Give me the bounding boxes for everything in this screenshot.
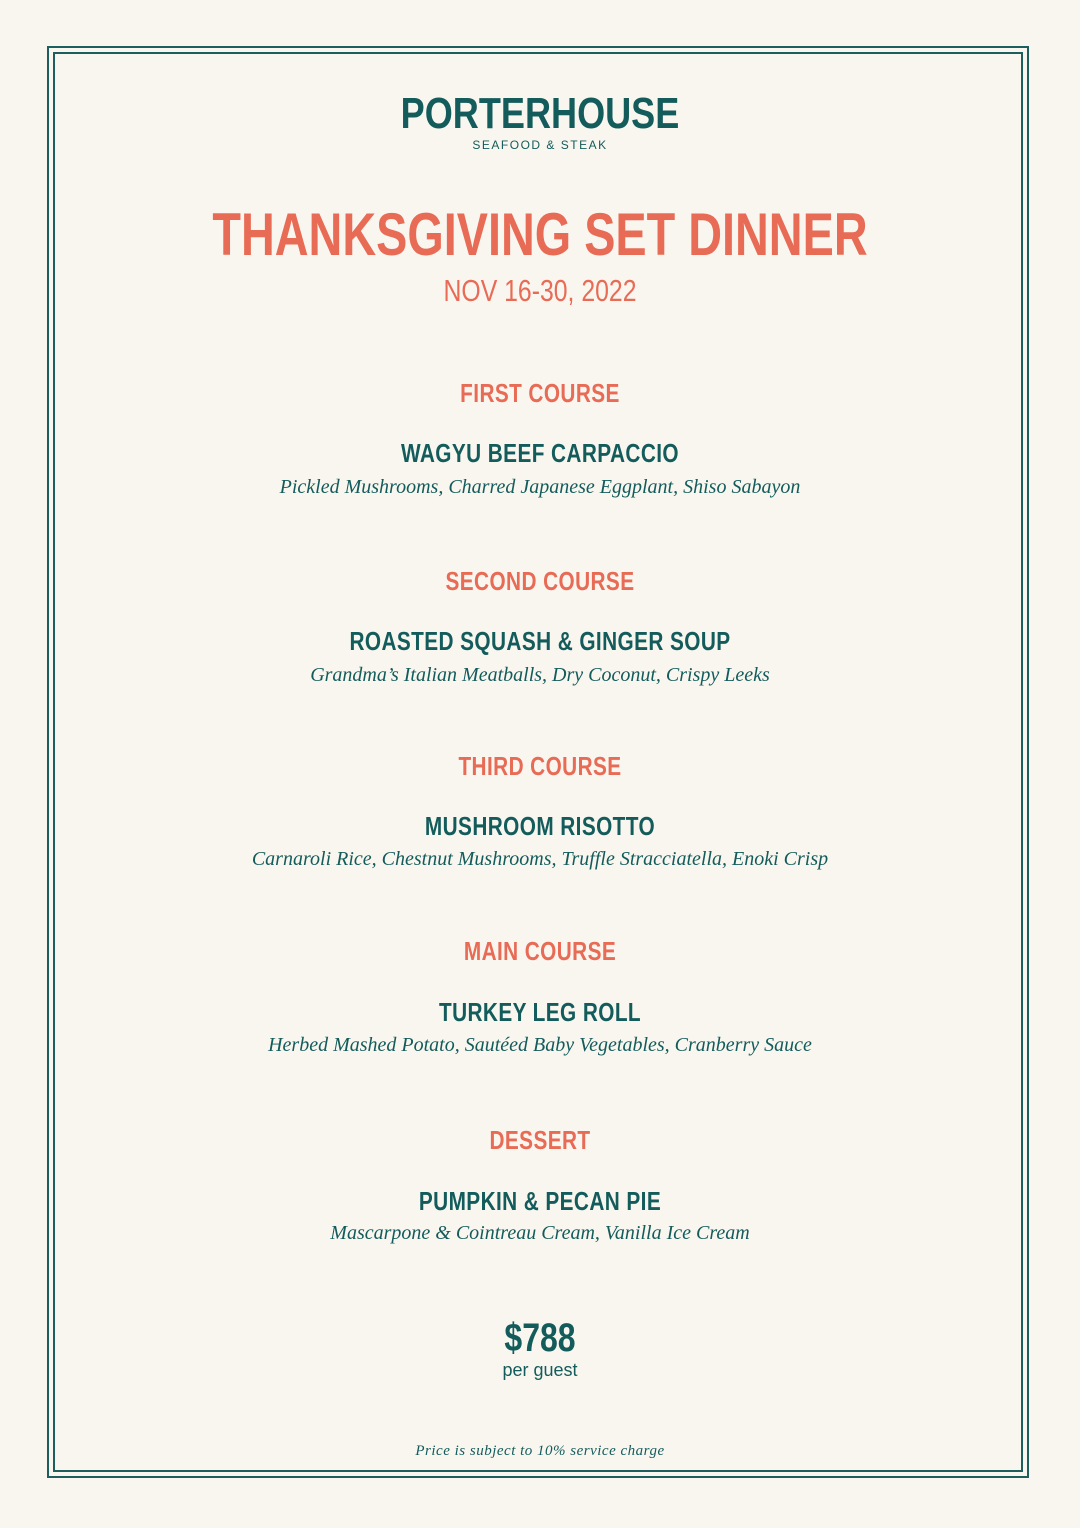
brand-tagline: SEAFOOD & STEAK bbox=[472, 138, 608, 152]
dish-name: WAGYU BEEF CARPACCIO bbox=[400, 438, 680, 468]
dish-description: Pickled Mushrooms, Charred Japanese Eggplant, Shiso Sabayon bbox=[279, 476, 801, 498]
dish-description: Carnaroli Rice, Chestnut Mushrooms, Truffle Stracciatella, Enoki Crisp bbox=[251, 848, 829, 870]
menu-title: THANKSGIVING SET DINNER bbox=[212, 201, 868, 268]
dish-name: PUMPKIN & PECAN PIE bbox=[418, 1186, 662, 1216]
course-label: MAIN COURSE bbox=[463, 936, 617, 966]
dish-description: Mascarpone & Cointreau Cream, Vanilla Ice Cream bbox=[330, 1222, 750, 1244]
course-label: FIRST COURSE bbox=[460, 378, 620, 408]
course-label: SECOND COURSE bbox=[445, 566, 635, 596]
menu-price: $788 bbox=[504, 1316, 576, 1360]
dish-name: ROASTED SQUASH & GINGER SOUP bbox=[349, 626, 731, 656]
dish-description: Herbed Mashed Potato, Sautéed Baby Vegetables, Cranberry Sauce bbox=[268, 1034, 812, 1056]
service-charge-note: Price is subject to 10% service charge bbox=[415, 1443, 665, 1459]
menu-dates: NOV 16-30, 2022 bbox=[443, 273, 637, 308]
course-label: DESSERT bbox=[489, 1125, 591, 1155]
dish-name: TURKEY LEG ROLL bbox=[438, 997, 642, 1027]
dish-name: MUSHROOM RISOTTO bbox=[424, 811, 656, 841]
dish-description: Grandma’s Italian Meatballs, Dry Coconut, Crispy Leeks bbox=[310, 664, 770, 686]
course-label: THIRD COURSE bbox=[458, 751, 622, 781]
price-unit: per guest bbox=[502, 1360, 578, 1380]
brand-logo: PORTERHOUSE bbox=[400, 89, 680, 138]
